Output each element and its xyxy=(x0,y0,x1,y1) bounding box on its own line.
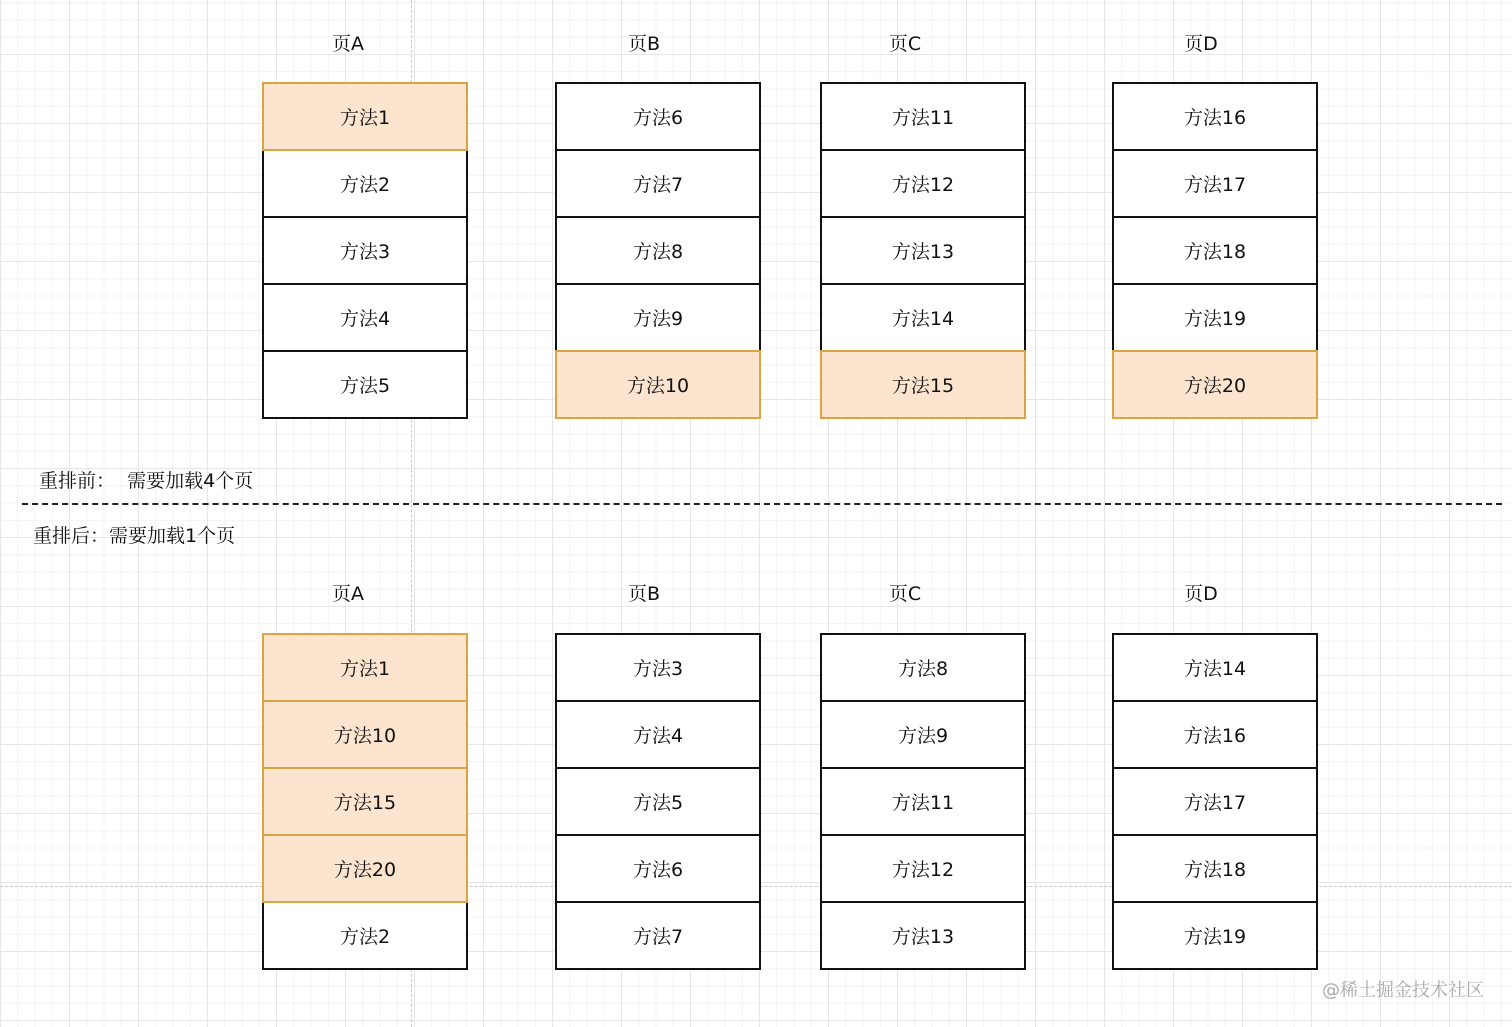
method-cell xyxy=(1112,700,1318,769)
method-label: 方法10 xyxy=(626,375,690,397)
method-cell xyxy=(555,767,761,836)
method-cell xyxy=(262,834,468,903)
method-cell xyxy=(1112,149,1318,218)
page-d-methods xyxy=(1112,82,1318,419)
method-label: 方法4 xyxy=(632,725,684,747)
page-title-d: 页D xyxy=(1184,583,1218,605)
method-label: 方法15 xyxy=(891,375,955,397)
page-title-a: 页A xyxy=(332,583,364,605)
method-cell xyxy=(1112,350,1318,419)
method-label: 方法18 xyxy=(1183,241,1247,263)
method-label: 方法6 xyxy=(632,859,684,881)
method-label: 方法12 xyxy=(891,859,955,881)
method-cell xyxy=(1112,901,1318,970)
method-label: 方法2 xyxy=(339,926,391,948)
section-separator xyxy=(22,503,1502,505)
watermark: @稀土掘金技术社区 xyxy=(1322,980,1484,1001)
after-reorder-note: 重排后：需要加载1个页 xyxy=(33,525,236,547)
method-label: 方法17 xyxy=(1183,174,1247,196)
method-label: 方法20 xyxy=(333,859,397,881)
page-b-methods xyxy=(555,633,761,970)
method-cell xyxy=(262,216,468,285)
after-reorder-section xyxy=(0,551,1512,951)
method-cell xyxy=(1112,216,1318,285)
method-cell xyxy=(262,700,468,769)
method-label: 方法11 xyxy=(891,107,955,129)
page-a-methods xyxy=(262,82,468,419)
method-label: 方法5 xyxy=(632,792,684,814)
page-title-d: 页D xyxy=(1184,33,1218,55)
method-label: 方法6 xyxy=(632,107,684,129)
method-cell xyxy=(262,283,468,352)
method-cell xyxy=(262,149,468,218)
method-cell xyxy=(555,633,761,702)
method-label: 方法13 xyxy=(891,926,955,948)
method-cell xyxy=(262,633,468,702)
method-label: 方法9 xyxy=(632,308,684,330)
method-cell xyxy=(555,834,761,903)
page-a-methods xyxy=(262,633,468,970)
method-cell xyxy=(1112,82,1318,151)
method-label: 方法20 xyxy=(1183,375,1247,397)
method-label: 方法10 xyxy=(333,725,397,747)
page-title-c: 页C xyxy=(888,33,922,55)
method-label: 方法8 xyxy=(897,658,949,680)
method-cell xyxy=(262,82,468,151)
method-cell xyxy=(262,767,468,836)
method-label: 方法19 xyxy=(1183,308,1247,330)
method-cell xyxy=(1112,834,1318,903)
method-cell xyxy=(262,901,468,970)
method-cell xyxy=(262,350,468,419)
method-label: 方法3 xyxy=(339,241,391,263)
page-title-b: 页B xyxy=(627,33,661,55)
method-cell xyxy=(1112,767,1318,836)
method-cell xyxy=(820,149,1026,218)
page-c-methods xyxy=(820,82,1026,419)
method-label: 方法14 xyxy=(1183,658,1247,680)
method-cell xyxy=(820,82,1026,151)
method-label: 方法14 xyxy=(891,308,955,330)
page-title-b: 页B xyxy=(627,583,661,605)
method-label: 方法16 xyxy=(1183,725,1247,747)
before-reorder-note: 重排前： 需要加载4个页 xyxy=(39,470,254,492)
page-c-methods xyxy=(820,633,1026,970)
method-label: 方法12 xyxy=(891,174,955,196)
method-label: 方法13 xyxy=(891,241,955,263)
method-label: 方法7 xyxy=(632,926,684,948)
method-cell xyxy=(1112,633,1318,702)
method-cell xyxy=(820,350,1026,419)
page-d-methods xyxy=(1112,633,1318,970)
method-label: 方法15 xyxy=(333,792,397,814)
method-label: 方法11 xyxy=(891,792,955,814)
method-cell xyxy=(555,901,761,970)
method-cell xyxy=(820,216,1026,285)
method-cell xyxy=(820,834,1026,903)
method-label: 方法4 xyxy=(339,308,391,330)
method-cell xyxy=(555,216,761,285)
method-label: 方法9 xyxy=(897,725,949,747)
page-title-c: 页C xyxy=(888,583,922,605)
page-title-a: 页A xyxy=(332,33,364,55)
method-label: 方法18 xyxy=(1183,859,1247,881)
method-label: 方法1 xyxy=(339,107,391,129)
method-cell xyxy=(820,633,1026,702)
before-reorder-section xyxy=(0,0,1512,400)
method-cell xyxy=(555,350,761,419)
method-cell xyxy=(820,767,1026,836)
method-label: 方法3 xyxy=(632,658,684,680)
method-label: 方法1 xyxy=(339,658,391,680)
method-cell xyxy=(1112,283,1318,352)
method-label: 方法7 xyxy=(632,174,684,196)
method-cell xyxy=(555,82,761,151)
method-cell xyxy=(820,700,1026,769)
method-label: 方法16 xyxy=(1183,107,1247,129)
method-cell xyxy=(820,901,1026,970)
method-cell xyxy=(820,283,1026,352)
page-b-methods xyxy=(555,82,761,419)
method-cell xyxy=(555,149,761,218)
method-label: 方法19 xyxy=(1183,926,1247,948)
method-label: 方法5 xyxy=(339,375,391,397)
method-label: 方法2 xyxy=(339,174,391,196)
method-label: 方法17 xyxy=(1183,792,1247,814)
method-cell xyxy=(555,283,761,352)
method-cell xyxy=(555,700,761,769)
method-label: 方法8 xyxy=(632,241,684,263)
